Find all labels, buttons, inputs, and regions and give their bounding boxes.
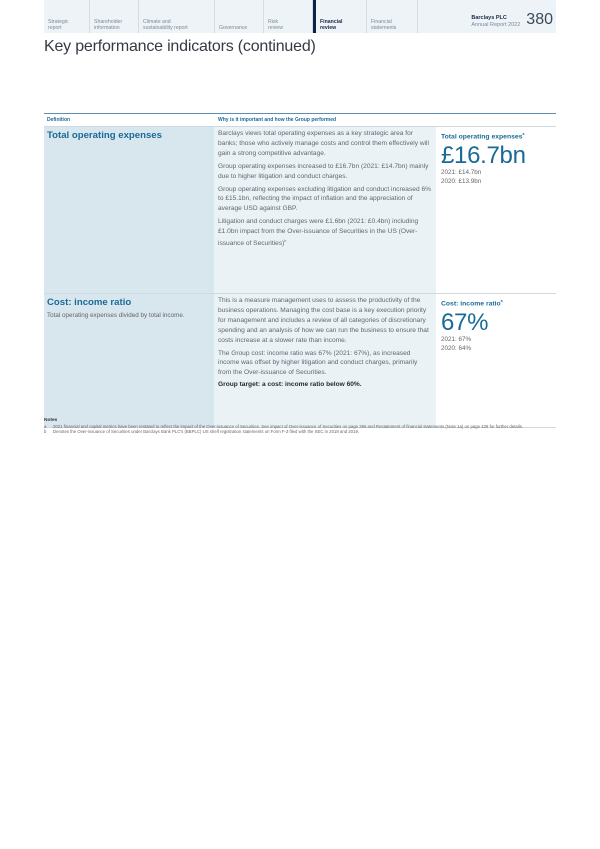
kpi-title: Total operating expenses [47, 130, 162, 141]
nav-financial-statements[interactable]: Financial statements [367, 0, 418, 33]
definition-cell [44, 294, 214, 427]
footnote-ref: a [500, 299, 503, 303]
note-text: 2021 financial and capital metrics have been restated to reflect the impact of the Over-issuance of Securities. See impact of Over-issuance of Securities on page 356 and Restatement of financial statements (Note 1a) on page 428 for further details. [53, 423, 524, 429]
header-definition: Definition [47, 117, 71, 123]
notes-section [44, 418, 564, 435]
table-header [44, 113, 556, 126]
notes-title: Notes [44, 418, 58, 423]
footnote-ref: b [284, 239, 287, 244]
table-row-total-operating-expenses [44, 126, 556, 293]
value-title: Cost: income ratio$^a$ [441, 299, 503, 308]
note-item [44, 429, 564, 435]
nav-governance[interactable]: Governance [215, 0, 264, 33]
why-paragraph: Barclays views total operating expenses as a key strategic area for banks; those who actively manage costs and control them effectively will gain a strong competitive advantage. [218, 130, 429, 157]
note-text: Denotes the Over-issuance of Securities under Barclays Bank PLC's (BBPLC) US shelf registration statements on Form F-3 filed with the SEC in 2018 and 2019. [53, 429, 360, 435]
nav-risk-review[interactable]: Risk review [264, 0, 313, 33]
why-cell [214, 127, 436, 293]
why-paragraph: This is a measure management uses to assess the productivity of the business operations. Managing the cost base is a key execution priority for management and includes a review of all categories of discretionary spending and an analysis of how we can run the business to ensure that costs increase at a slower rate than income. [218, 297, 429, 344]
page-number: 380 [526, 11, 553, 28]
why-cell [214, 294, 436, 427]
prior-year-2020: 2020: 64% [441, 344, 472, 352]
why-paragraph: Group operating expenses increased to £16.7bn (2021: £14.7bn) mainly due to higher litigation and conduct charges. [218, 162, 429, 180]
kpi-title: Cost: income ratio [47, 297, 132, 308]
value-title: Total operating expenses$^a$ [441, 132, 525, 141]
value-cell [436, 127, 556, 293]
value-cell [436, 294, 556, 427]
prior-year-2020: 2020: £13.9bn [441, 177, 482, 185]
note-label: b [44, 429, 47, 435]
nav-financial-review[interactable]: Financial review [313, 0, 367, 33]
why-paragraph: Litigation and conduct charges were £1.6bn (2021: £0.4bn) including £1.0bn impact from the Over-issuance of Securities in the US (Over-issuance of Securities)$^b$ [218, 218, 419, 248]
kpi-value: 67% [441, 309, 489, 337]
header-why: Why is it important and how the Group performed [218, 117, 337, 123]
group-target: Group target: a cost: income ratio below 60%. [218, 381, 362, 389]
kpi-value: £16.7bn [441, 142, 526, 170]
section-nav [44, 0, 556, 33]
why-paragraph: Group operating expenses excluding litigation and conduct increased 6% to £15.1bn, reflecting the impact of inflation and the appreciation of average USD against GBP. [218, 185, 431, 213]
nav-climate-sustainability[interactable]: Climate and sustainability report [139, 0, 215, 33]
table-row-cost-income-ratio [44, 293, 556, 427]
definition-cell [44, 127, 214, 293]
brand-block [471, 0, 556, 33]
nav-shareholder-information[interactable]: Shareholder information [90, 0, 139, 33]
kpi-definition: Total operating expenses divided by total income. [47, 312, 185, 319]
note-label: a [44, 423, 47, 429]
brand-name: Barclays PLC [471, 15, 507, 21]
prior-year-2021: 2021: £14.7bn [441, 169, 482, 177]
prior-year-2021: 2021: 67% [441, 336, 472, 344]
page-title: Key performance indicators (continued) [44, 38, 316, 55]
footnote-ref: a [522, 132, 525, 136]
why-paragraph: The Group cost: income ratio was 67% (2021: 67%), as increased income was offset by higher litigation and conduct charges, primarily from the Over-issuance of Securities. [218, 349, 418, 377]
nav-strategic-report[interactable]: Strategic report [44, 0, 90, 33]
kpi-table [44, 113, 556, 428]
report-name: Annual Report 2022 [471, 21, 521, 28]
